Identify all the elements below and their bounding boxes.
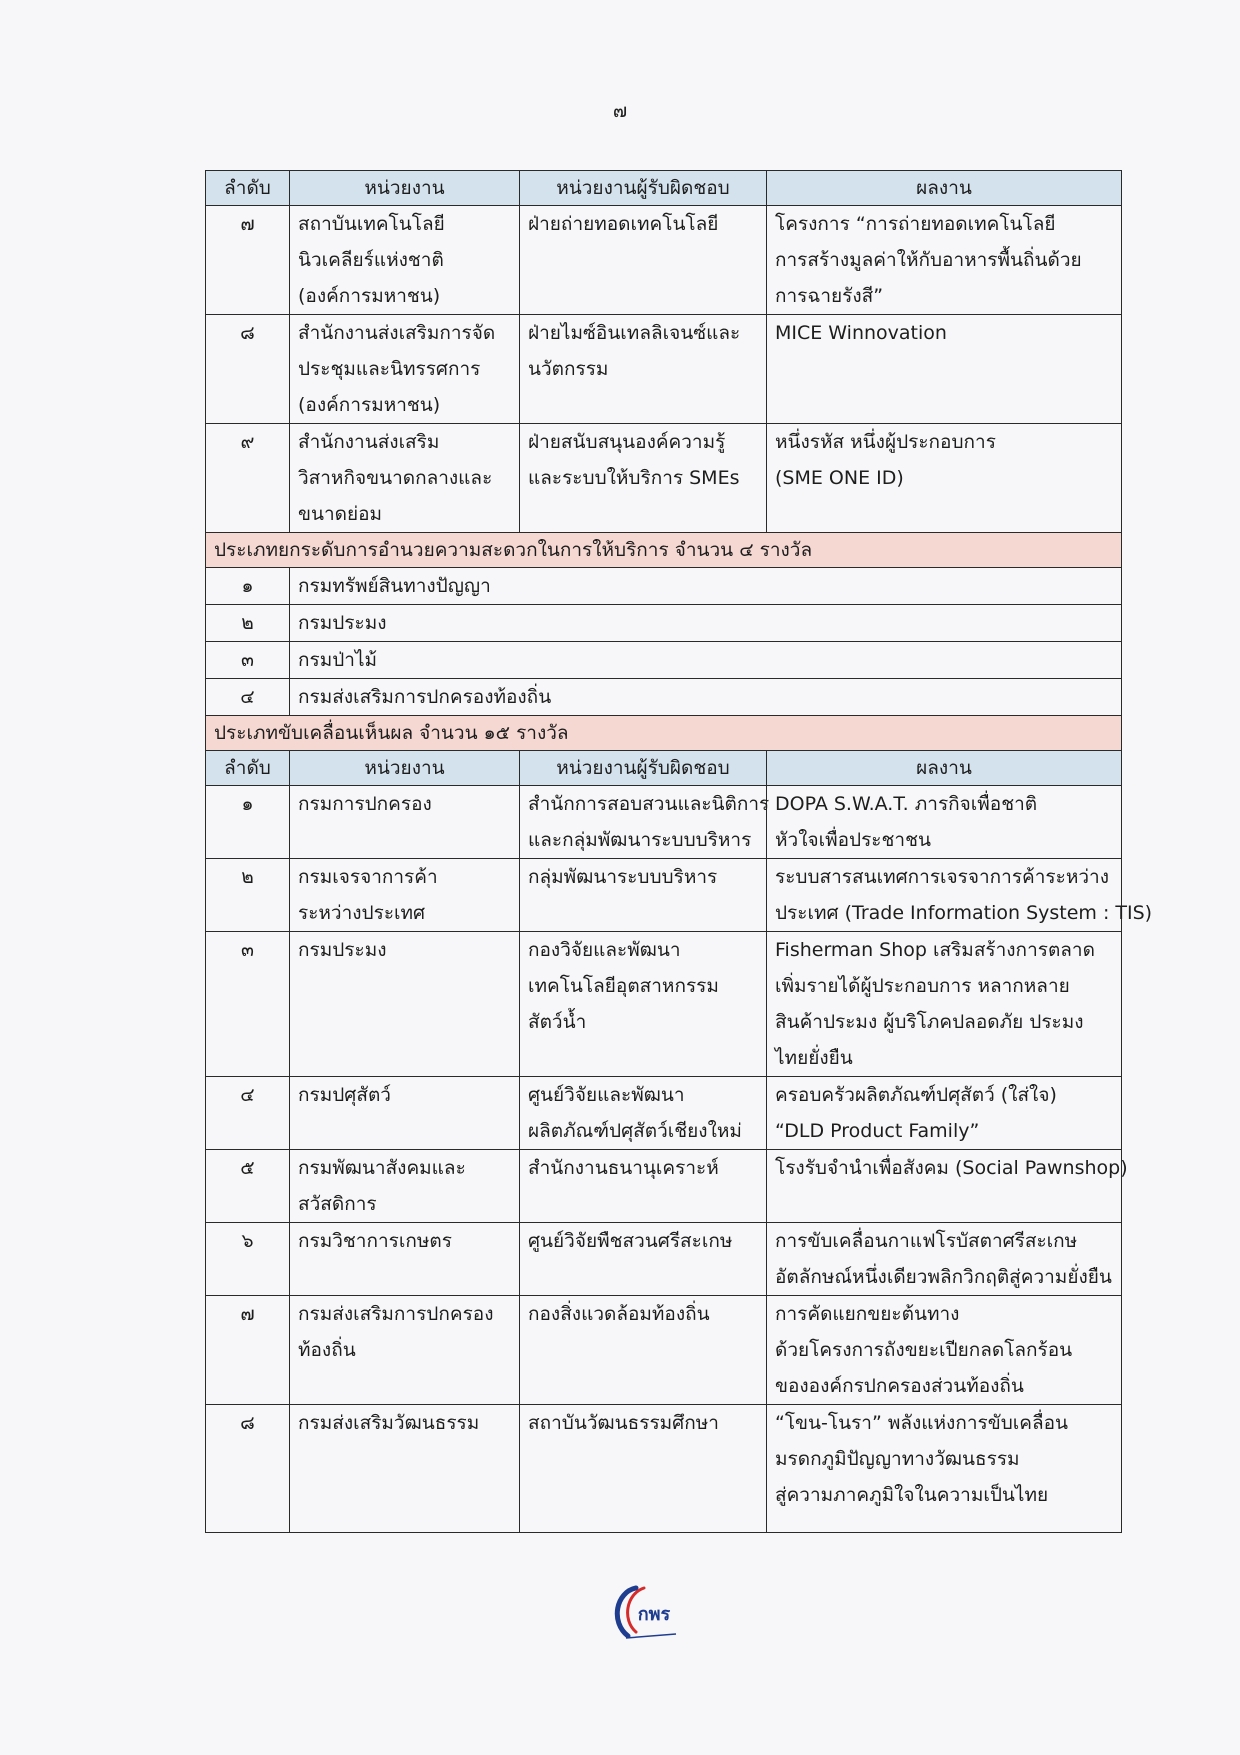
cell-text-line: การสร้างมูลค่าให้กับอาหารพื้นถิ่นด้วย <box>775 249 1082 271</box>
column-header: ผลงาน <box>767 171 1122 206</box>
cell-text-line: สู่ความภาคภูมิใจในความเป็นไทย <box>775 1484 1049 1506</box>
category-row <box>206 716 1122 751</box>
cell-text-line: นิวเคลียร์แห่งชาติ <box>298 249 444 271</box>
cell-work <box>767 786 1122 859</box>
row-number: ๖ <box>206 1223 290 1296</box>
cell-work <box>767 932 1122 1077</box>
cell-text-line: กลุ่มพัฒนาระบบบริหาร <box>528 866 718 888</box>
cell-text-line: ท้องถิ่น <box>298 1339 356 1361</box>
cell-text-line: สำนักงานส่งเสริมการจัด <box>298 322 496 344</box>
cell-text-line: ด้วยโครงการถังขยะเปียกลดโลกร้อน <box>775 1339 1073 1361</box>
row-number: ๓ <box>206 642 290 679</box>
cell-agency <box>290 786 520 859</box>
column-header: หน่วยงานผู้รับผิดชอบ <box>520 751 767 786</box>
cell-text-line: อัตลักษณ์หนึ่งเดียวพลิกวิกฤติสู่ความยั่งยืน <box>775 1266 1112 1288</box>
table-row <box>206 679 1122 716</box>
table-row <box>206 859 1122 932</box>
logo-text: กพร <box>637 1604 671 1625</box>
cell-text-line: กรมปศุสัตว์ <box>298 1084 391 1106</box>
table-row <box>206 605 1122 642</box>
cell-text-line: สำนักงานธนานุเคราะห์ <box>528 1157 719 1179</box>
cell-unit <box>520 206 767 315</box>
cell-unit <box>520 859 767 932</box>
cell-text-line: “DLD Product Family” <box>775 1120 980 1142</box>
cell-text-line: มรดกภูมิปัญญาทางวัฒนธรรม <box>775 1448 1020 1470</box>
cell-text-line: โครงการ “การถ่ายทอดเทคโนโลยี <box>775 213 1056 235</box>
table-row <box>206 1150 1122 1223</box>
category-label: ประเภทขับเคลื่อนเห็นผล จำนวน ๑๕ รางวัล <box>206 716 1122 751</box>
cell-text-line: หนึ่งรหัส หนึ่งผู้ประกอบการ <box>775 431 996 453</box>
cell-text-line: กองสิ่งแวดล้อมท้องถิ่น <box>528 1303 710 1325</box>
row-number: ๒ <box>206 859 290 932</box>
page-number: ๗ <box>612 100 628 122</box>
table-header-row <box>206 171 1122 206</box>
cell-text-line: กรมวิชาการเกษตร <box>298 1230 452 1252</box>
cell-agency <box>290 1296 520 1405</box>
table-row <box>206 1405 1122 1533</box>
cell-unit <box>520 1405 767 1533</box>
cell-text-line: กองวิจัยและพัฒนา <box>528 939 681 961</box>
column-header: หน่วยงาน <box>290 751 520 786</box>
row-number: ๕ <box>206 1150 290 1223</box>
table-row <box>206 786 1122 859</box>
table-header-row <box>206 751 1122 786</box>
cell-text-line: กรมการปกครอง <box>298 793 432 815</box>
row-number: ๙ <box>206 424 290 533</box>
cell-text-line: (องค์การมหาชน) <box>298 394 441 416</box>
row-number: ๔ <box>206 1077 290 1150</box>
cell-text-line: สถาบันวัฒนธรรมศึกษา <box>528 1412 719 1434</box>
cell-unit <box>520 1223 767 1296</box>
cell-text-line: ขนาดย่อม <box>298 503 383 525</box>
cell-text-line: ศูนย์วิจัยพืชสวนศรีสะเกษ <box>528 1230 733 1252</box>
row-number: ๓ <box>206 932 290 1077</box>
cell-text-line: MICE Winnovation <box>775 322 947 344</box>
cell-unit <box>520 932 767 1077</box>
cell-work <box>767 1405 1122 1533</box>
row-number: ๘ <box>206 1405 290 1533</box>
cell-unit <box>520 424 767 533</box>
cell-text-line: ฝ่ายถ่ายทอดเทคโนโลยี <box>528 213 719 235</box>
cell-text-line: นวัตกรรม <box>528 358 609 380</box>
cell-text-line: และระบบให้บริการ SMEs <box>528 467 740 489</box>
cell-text-line: วิสาหกิจขนาดกลางและ <box>298 467 493 489</box>
cell-agency <box>290 315 520 424</box>
cell-text-line: กรมพัฒนาสังคมและ <box>298 1157 466 1179</box>
cell-agency <box>290 932 520 1077</box>
cell-text-line: สถาบันเทคโนโลยี <box>298 213 445 235</box>
cell-text-line: กรมส่งเสริมการปกครอง <box>298 1303 494 1325</box>
table-row <box>206 1223 1122 1296</box>
table-row <box>206 932 1122 1077</box>
category-row <box>206 533 1122 568</box>
cell-agency <box>290 1405 520 1533</box>
opdc-logo <box>606 1582 686 1642</box>
cell-text-line: ประชุมและนิทรรศการ <box>298 358 481 380</box>
cell-agency: กรมประมง <box>290 605 1122 642</box>
cell-unit <box>520 315 767 424</box>
row-number: ๒ <box>206 605 290 642</box>
table-row <box>206 568 1122 605</box>
cell-work <box>767 424 1122 533</box>
table-row <box>206 1077 1122 1150</box>
cell-text-line: ประเทศ (Trade Information System : TIS) <box>775 902 1153 924</box>
cell-text-line: การขับเคลื่อนกาแฟโรบัสตาศรีสะเกษ <box>775 1230 1078 1252</box>
cell-text-line: ผลิตภัณฑ์ปศุสัตว์เชียงใหม่ <box>528 1120 742 1142</box>
cell-text-line: ขององค์กรปกครองส่วนท้องถิ่น <box>775 1375 1024 1397</box>
cell-text-line: เทคโนโลยีอุตสาหกรรม <box>528 975 719 997</box>
cell-agency: กรมป่าไม้ <box>290 642 1122 679</box>
column-header: ผลงาน <box>767 751 1122 786</box>
cell-agency <box>290 1077 520 1150</box>
cell-text-line: ฝ่ายสนับสนุนองค์ความรู้ <box>528 431 726 453</box>
cell-work <box>767 1150 1128 1223</box>
cell-text-line: สวัสดิการ <box>298 1193 377 1215</box>
cell-text-line: (SME ONE ID) <box>775 467 904 489</box>
cell-text-line: “โขน-โนรา” พลังแห่งการขับเคลื่อน <box>775 1412 1068 1434</box>
row-number: ๔ <box>206 679 290 716</box>
cell-text-line: (องค์การมหาชน) <box>298 285 441 307</box>
table-row <box>206 1296 1122 1405</box>
cell-text-line: สำนักงานส่งเสริม <box>298 431 440 453</box>
cell-agency: กรมส่งเสริมการปกครองท้องถิ่น <box>290 679 1122 716</box>
cell-text-line: DOPA S.W.A.T. ภารกิจเพื่อชาติ <box>775 793 1038 815</box>
cell-text-line: สินค้าประมง ผู้บริโภคปลอดภัย ประมง <box>775 1011 1084 1033</box>
column-header: ลำดับ <box>206 171 290 206</box>
cell-text-line: กรมประมง <box>298 939 387 961</box>
row-number: ๘ <box>206 315 290 424</box>
column-header: ลำดับ <box>206 751 290 786</box>
column-header: หน่วยงานผู้รับผิดชอบ <box>520 171 767 206</box>
cell-agency <box>290 1150 520 1223</box>
row-number: ๗ <box>206 206 290 315</box>
cell-unit <box>520 1077 767 1150</box>
cell-unit <box>520 1150 767 1223</box>
cell-work <box>767 206 1122 315</box>
table-row <box>206 642 1122 679</box>
cell-work <box>767 1296 1122 1405</box>
cell-text-line: ระบบสารสนเทศการเจรจาการค้าระหว่าง <box>775 866 1109 888</box>
cell-text-line: สำนักการสอบสวนและนิติการ <box>528 793 770 815</box>
cell-work <box>767 859 1153 932</box>
cell-text-line: กรมส่งเสริมวัฒนธรรม <box>298 1412 480 1434</box>
cell-work <box>767 1223 1122 1296</box>
cell-text-line: ไทยยั่งยืน <box>775 1047 853 1069</box>
cell-text-line: Fisherman Shop เสริมสร้างการตลาด <box>775 939 1095 961</box>
cell-text-line: และกลุ่มพัฒนาระบบบริหาร <box>528 829 752 851</box>
cell-work <box>767 1077 1122 1150</box>
cell-text-line: กรมเจรจาการค้า <box>298 866 438 888</box>
cell-agency: กรมทรัพย์สินทางปัญญา <box>290 568 1122 605</box>
cell-text-line: การคัดแยกขยะต้นทาง <box>775 1303 960 1325</box>
table-row <box>206 315 1122 424</box>
cell-work <box>767 315 1122 424</box>
cell-text-line: ศูนย์วิจัยและพัฒนา <box>528 1084 685 1106</box>
cell-text-line: สัตว์น้ำ <box>528 1011 587 1033</box>
cell-text-line: โรงรับจำนำเพื่อสังคม (Social Pawnshop) <box>775 1157 1128 1179</box>
table-row <box>206 206 1122 315</box>
cell-text-line: การฉายรังสี” <box>775 285 884 307</box>
table-row <box>206 424 1122 533</box>
cell-text-line: ระหว่างประเทศ <box>298 902 426 924</box>
row-number: ๗ <box>206 1296 290 1405</box>
cell-unit <box>520 1296 767 1405</box>
category-label: ประเภทยกระดับการอำนวยความสะดวกในการให้บริการ จำนวน ๔ รางวัล <box>206 533 1122 568</box>
awards-table <box>205 170 1153 1533</box>
cell-agency <box>290 424 520 533</box>
cell-agency <box>290 859 520 932</box>
cell-text-line: ฝ่ายไมซ์อินเทลลิเจนซ์และ <box>528 322 741 344</box>
cell-text-line: ครอบครัวผลิตภัณฑ์ปศุสัตว์ (ใส่ใจ) <box>775 1084 1057 1106</box>
cell-unit <box>520 786 770 859</box>
row-number: ๑ <box>206 786 290 859</box>
cell-text-line: หัวใจเพื่อประชาชน <box>775 829 931 851</box>
row-number: ๑ <box>206 568 290 605</box>
cell-agency <box>290 1223 520 1296</box>
cell-text-line: เพิ่มรายได้ผู้ประกอบการ หลากหลาย <box>775 975 1070 997</box>
cell-agency <box>290 206 520 315</box>
column-header: หน่วยงาน <box>290 171 520 206</box>
